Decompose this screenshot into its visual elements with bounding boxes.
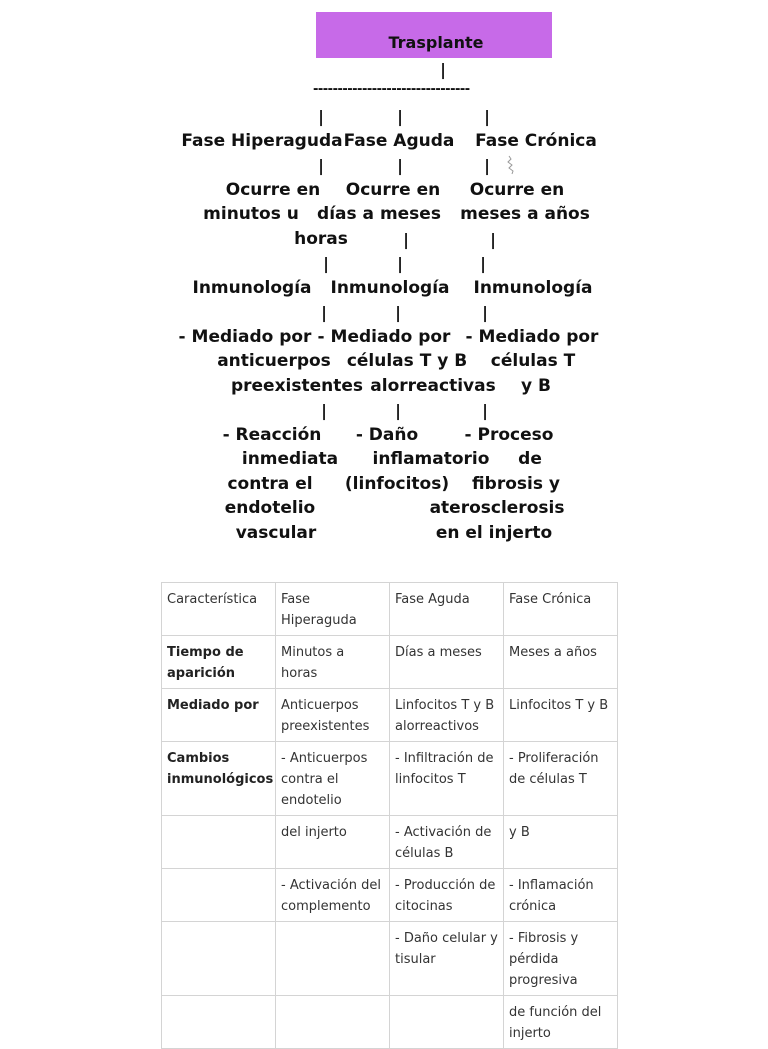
timing-line: Ocurre en (345, 180, 441, 200)
row-label (162, 996, 276, 1049)
mediated-line: - Mediado por (178, 327, 312, 347)
connector-pipe: | (318, 156, 324, 175)
timing-line: Ocurre en (469, 180, 565, 200)
mediated-line: células T (490, 351, 576, 371)
connector-pipe: | (484, 107, 490, 126)
table-cell: Días a meses (390, 636, 504, 689)
connector-pipe: | (403, 230, 409, 249)
table-row (162, 996, 618, 1049)
header-acute: Fase Aguda (390, 583, 504, 636)
connector-pipe: | (490, 230, 496, 249)
table-row (162, 816, 618, 869)
cursor-icon (505, 154, 519, 176)
comparison-table (161, 582, 618, 1049)
phase-chronic: Fase Crónica (475, 131, 597, 151)
table-cell: - Daño celular y tisular (390, 922, 504, 996)
diagram-title: Trasplante (388, 33, 484, 52)
header-chronic: Fase Crónica (504, 583, 618, 636)
connector-pipe: | (482, 303, 488, 322)
row-label: Cambios inmunológicos (162, 742, 276, 816)
row-label (162, 869, 276, 922)
branch-divider: -------------------------------- (313, 82, 470, 97)
connector-pipe: | (480, 254, 486, 273)
table-row (162, 689, 618, 742)
effect-line: de (518, 449, 542, 469)
effect-line: inflamatorio (372, 449, 490, 469)
table-cell (276, 996, 390, 1049)
row-label (162, 816, 276, 869)
table-cell: del injerto (276, 816, 390, 869)
mediated-line: preexistentes (230, 376, 364, 396)
timing-line: horas (294, 229, 348, 249)
effect-line: contra el (227, 474, 313, 494)
table-row (162, 636, 618, 689)
effect-line: - Reacción (222, 425, 322, 445)
row-label: Tiempo de aparición (162, 636, 276, 689)
table-cell: y B (504, 816, 618, 869)
effect-line: (linfocitos) (344, 474, 450, 494)
table-cell: - Producción de citocinas (390, 869, 504, 922)
table-cell: - Activación del complemento (276, 869, 390, 922)
mediated-line: y B (521, 376, 551, 396)
table-cell: - Proliferación de células T (504, 742, 618, 816)
effect-line: aterosclerosis (429, 498, 565, 518)
table-cell: Linfocitos T y B (504, 689, 618, 742)
table-cell: - Infiltración de linfocitos T (390, 742, 504, 816)
connector-pipe: | (440, 60, 446, 79)
table-cell: de función del injerto (504, 996, 618, 1049)
timing-line: días a meses (317, 204, 441, 224)
phase-hyperacute: Fase Hiperaguda (181, 131, 343, 151)
connector-pipe: | (321, 303, 327, 322)
table-cell: - Anticuerpos contra el endotelio (276, 742, 390, 816)
section-label: Inmunología (330, 278, 450, 298)
effect-line: - Daño (355, 425, 419, 445)
row-label (162, 922, 276, 996)
timing-line: meses a años (460, 204, 590, 224)
effect-line: endotelio (224, 498, 316, 518)
section-label: Inmunología (192, 278, 312, 298)
table-cell: Minutos a horas (276, 636, 390, 689)
mediated-line: - Mediado por (465, 327, 599, 347)
table-cell: - Fibrosis y pérdida progresiva (504, 922, 618, 996)
table-cell: Linfocitos T y B alorreactivos (390, 689, 504, 742)
timing-line: minutos u (203, 204, 299, 224)
connector-pipe: | (318, 107, 324, 126)
connector-pipe: | (482, 401, 488, 420)
effect-line: - Proceso (464, 425, 554, 445)
table-cell: Anticuerpos preexistentes (276, 689, 390, 742)
connector-pipe: | (395, 303, 401, 322)
effect-line: en el injerto (435, 523, 553, 543)
header-hyperacute: Fase Hiperaguda (276, 583, 390, 636)
connector-pipe: | (395, 401, 401, 420)
phase-acute: Fase Aguda (343, 131, 455, 151)
mediated-line: alorreactivas (370, 376, 496, 396)
mediated-line: células T y B (346, 351, 468, 371)
effect-line: inmediata (241, 449, 339, 469)
timing-line: Ocurre en (225, 180, 321, 200)
table-cell (390, 996, 504, 1049)
row-label: Mediado por (162, 689, 276, 742)
effect-line: vascular (235, 523, 317, 543)
table-row (162, 922, 618, 996)
connector-pipe: | (323, 254, 329, 273)
connector-pipe: | (321, 401, 327, 420)
connector-pipe: | (484, 156, 490, 175)
effect-line: fibrosis y (472, 474, 560, 494)
connector-pipe: | (397, 107, 403, 126)
table-cell: Meses a años (504, 636, 618, 689)
table-cell: - Inflamación crónica (504, 869, 618, 922)
header-characteristic: Característica (162, 583, 276, 636)
table-row (162, 869, 618, 922)
table-cell: - Activación de células B (390, 816, 504, 869)
mediated-line: - Mediado por (317, 327, 451, 347)
comparison-table-container (161, 582, 617, 1049)
table-cell (276, 922, 390, 996)
table-row (162, 742, 618, 816)
connector-pipe: | (397, 156, 403, 175)
table-header-row (162, 583, 618, 636)
section-label: Inmunología (473, 278, 593, 298)
connector-pipe: | (397, 254, 403, 273)
mediated-line: anticuerpos (217, 351, 331, 371)
